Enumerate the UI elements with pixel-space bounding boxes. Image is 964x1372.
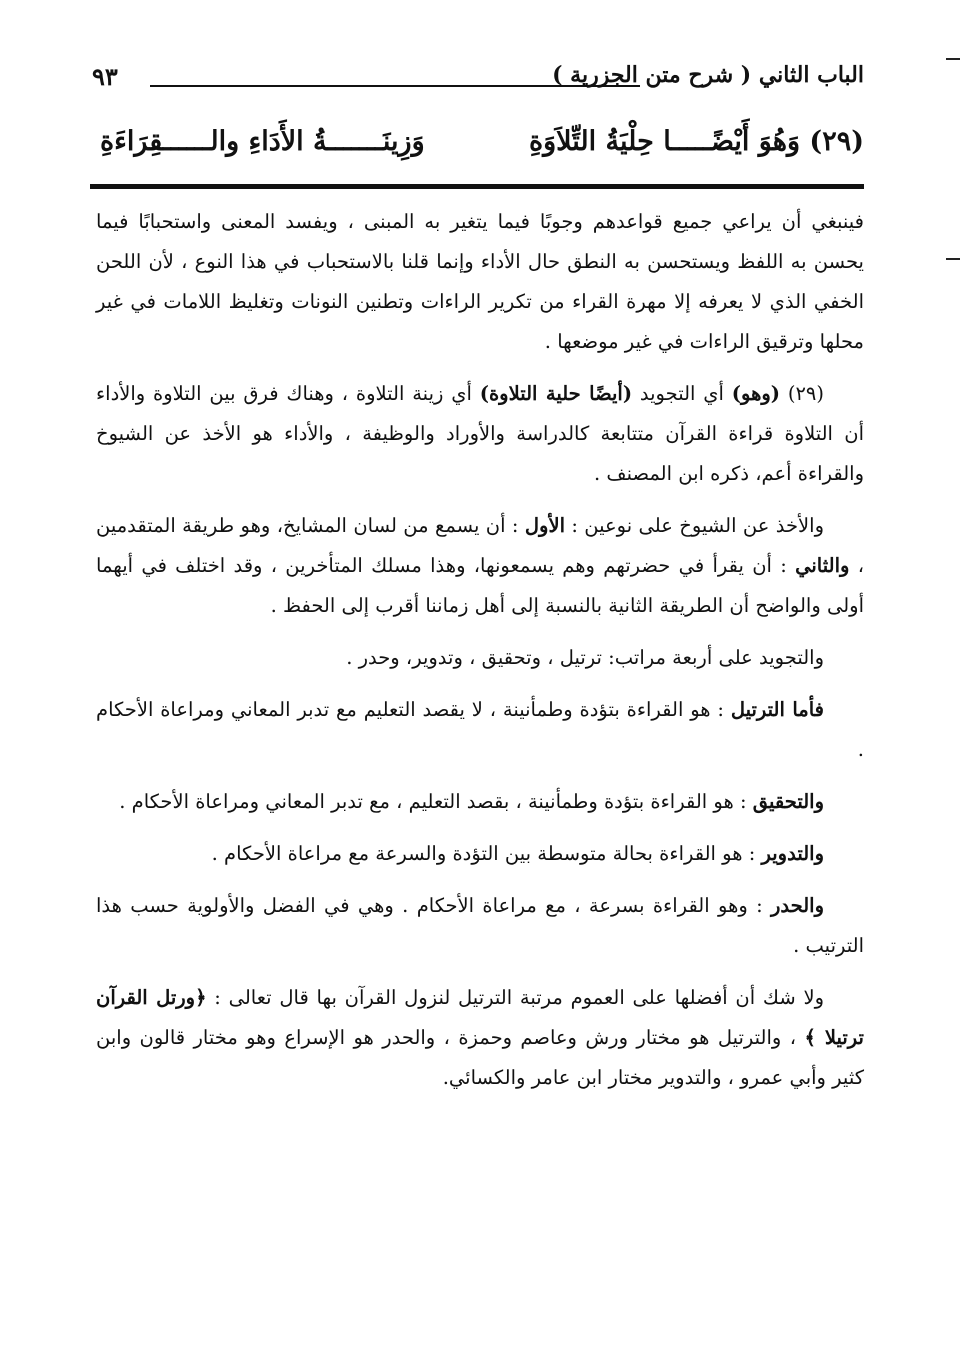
text-segment: ، والترتيل هو مختار ورش وعاصم وحمزة ، والحدر هو الإسراع وهو مختار قالون وابن كثير وأبي عمرو ، والتدوير مختار ابن عامر والكسائي.	[96, 1026, 864, 1089]
paragraph	[96, 978, 864, 1098]
paragraph	[96, 690, 864, 770]
bold-term: والثاني	[795, 554, 850, 577]
text-segment: : هو القراءة بتؤدة وطمأنينة ، بقصد التعليم ، مع تدبر المعاني ومراعاة الأحكام .	[119, 790, 753, 813]
verse-first-hemistich: (٢٩) وَهُوَ أَيْضًـــــا حِلْيَةُ التِّلاَوَةِ	[528, 126, 864, 157]
text-segment: : هو القراءة بتؤدة وطمأنينة ، لا يقصد التعليم مع تدبر المعاني ومراعاة الأحكام .	[96, 698, 864, 761]
commentary-text	[96, 202, 864, 1110]
text-segment: (٢٩)	[780, 382, 824, 405]
bold-term: والتدوير	[761, 842, 824, 865]
text-segment: : أن يسمع من لسان المشايخ، وهو طريقة المتقدمين ،	[96, 514, 864, 577]
verse-separator-rule	[90, 184, 864, 189]
verse-line	[100, 126, 864, 170]
text-segment: : هو القراءة بحالة متوسطة بين التؤدة والسرعة مع مراعاة الأحكام .	[211, 842, 762, 865]
bold-term: ﴿ورتل القرآن ترتيلا ﴾	[96, 986, 864, 1049]
text-segment: فينبغي أن يراعي جميع قواعدهم وجوبًا فيما يتغير به المبنى ، ويفسد المعنى واستحبابًا فيما يحسن به اللفظ ويستحسن به النطق حال الأداء وإنما قلنا بالاستحباب في هذا النوع ، لأن اللحن الخفي الذي لا يعرفه إلا مهرة القراء من تكرير الراءات وتطنين النونات وتغليظ اللامات في غير محلها وترقيق الراءات في غير موضعها .	[96, 210, 864, 353]
bold-term: (أيضًا حلية التلاوة)	[479, 382, 633, 405]
paragraph	[96, 506, 864, 626]
paragraph	[96, 782, 864, 822]
text-segment: أي زينة التلاوة ، وهناك فرق بين التلاوة والأداء أن التلاوة قراءة القرآن متتابعة كالدراسة والأوراد والوظيفة ، والأداء هو الأخذ عن الشيوخ والقراءة أعم، ذكره ابن المصنف .	[96, 382, 864, 485]
bold-term: (وهو)	[731, 382, 780, 405]
running-title: الباب الثاني ( شرح متن الجزرية )	[552, 62, 864, 88]
text-segment: والأخذ عن الشيوخ على نوعين :	[564, 514, 824, 537]
paragraph	[96, 374, 864, 494]
verse-second-hemistich: وَزِينَـــــــةُ الأَدَاءِ والــــــقِرَاءَةِ	[100, 126, 425, 157]
text-segment: والتجويد على أربعة مراتب: ترتيل ، وتحقيق ، وتدوير، وحدر .	[346, 646, 824, 669]
bold-term: الأول	[524, 514, 565, 537]
bold-term: فأما الترتيل	[730, 698, 824, 721]
edge-mark	[946, 258, 960, 260]
paragraph	[96, 886, 864, 966]
paragraph	[96, 202, 864, 362]
bold-term: والتحقيق	[752, 790, 824, 813]
paragraph	[96, 638, 864, 678]
text-segment: : أن يقرأ في حضرتهم وهم يسمعونها، وهذا مسلك المتأخرين ، وقد اختلف في أيهما أولى والواضح أن الطريقة الثانية بالنسبة إلى أهل زماننا أقرب إلى الحفظ .	[96, 554, 864, 617]
page-header	[92, 62, 864, 92]
edge-mark	[946, 58, 960, 60]
bold-term: والحدر	[770, 894, 824, 917]
paragraph	[96, 834, 864, 874]
page-number: ٩٣	[92, 62, 118, 91]
text-segment: : وهو القراءة بسرعة ، مع مراعاة الأحكام . وهي في الفضل والأولوية حسب هذا الترتيب .	[96, 894, 864, 957]
text-segment: أي التجويد	[632, 382, 732, 405]
text-segment: ولا شك أن أفضلها على العموم مرتبة الترتيل لنزول القرآن بها قال تعالى :	[206, 986, 824, 1009]
